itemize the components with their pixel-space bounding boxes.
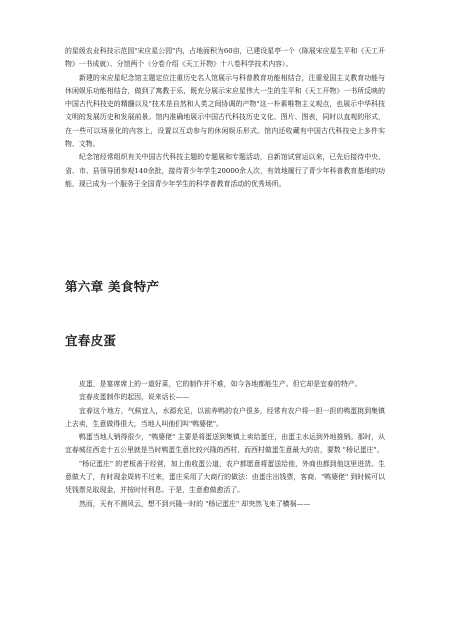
paragraph: 纪念馆经常组织有关中国古代科技主题的专题展和专题活动，自新馆试营运以来，已先后接待中央、省、市、县领导团参观140余批，接待青少年学生20000余人次，有效地履行了青少年科普教育基地的功能，现已成为一个服务于全国青少年学生的科学普教育活动的优秀场所。 bbox=[65, 153, 385, 188]
paragraph: 宜春皮蛋制作的起因，说来话长—— bbox=[79, 393, 190, 402]
chapter-title: 第六章 美食特产 bbox=[65, 279, 160, 294]
intro-text-block bbox=[65, 45, 385, 191]
paragraph: 的星级农业科技示范园"宋应星公园"内，占地面积为60亩，已建设星亭一个（陈展宋应星生平和《天工开物》一书成就）、分馆两个（分卷介绍《天工开物》十八卷科学技术内容）。 bbox=[65, 47, 385, 69]
paragraph: 皮蛋，是宴席席上的一道好菜，它的制作并不难，如今各地都能生产。但它却是宜春的特产。 bbox=[79, 380, 362, 388]
paragraph: 然而，天有不测风云，想不到兴隆一时的 "杨记蛋庄" 却突然飞来了横祸—— bbox=[79, 499, 311, 508]
section-title: 宜春皮蛋 bbox=[65, 333, 117, 348]
paragraph: 新建的宋应星纪念馆主题定位注重历史名人馆展示与科普教育功能相结合，注重爱国主义教育功能与休闲娱乐功能相结合，做到了寓教于乐，既充分展示宋应星伟大一生的生平和《天工开物》一书所反映的中国古代科技史的精髓以及"技术是自然和人类之间协调的产物"这一朴素唯物主义观点，也展示中华科技文明的发展历史和发展前景。馆内准确地展示中国古代科技历史文化、图片、图表，同时以直观的形式，在一些可以场景化的内容上，设置以互动参与的休闲娱乐形式。馆内还收藏有中国古代科技史上多件实物、文物。 bbox=[65, 73, 385, 149]
paragraph: 鸭蛋当地人销得很少，"鸭婆佬" 主要是将蛋送到集镇上卖给蛋庄，由蛋主水运到外地推销。那时，从宜春城往西走十五公里就是当时鸭蛋生意比较兴隆的西村，而西村做蛋生意最大的店，要数 "杨记蛋庄"。 bbox=[65, 433, 385, 455]
paragraph: 宜春这个地方，气候宜人，水源充足，以前养鸭的农户很多，经常有农户将一担一担的鸭蛋挑到集镇上去卖，生意做得很大，当地人叫他们叫"鸭婆佬"。 bbox=[65, 406, 385, 428]
section-text-block bbox=[65, 378, 385, 511]
paragraph: "杨记蛋庄" 的老板善于经营，加上他收蛋公道，农户都愿意将蛋送给他，外商也都到他这里进货。生意做大了，有时现金周转不过来，蛋庄采用了大商行的做法：由蛋庄出钱票，客商、"鸭婆佬" 到时候可以凭钱票兑取现金，并按时付利息。于是，生意愈做愈活了。 bbox=[65, 459, 385, 495]
